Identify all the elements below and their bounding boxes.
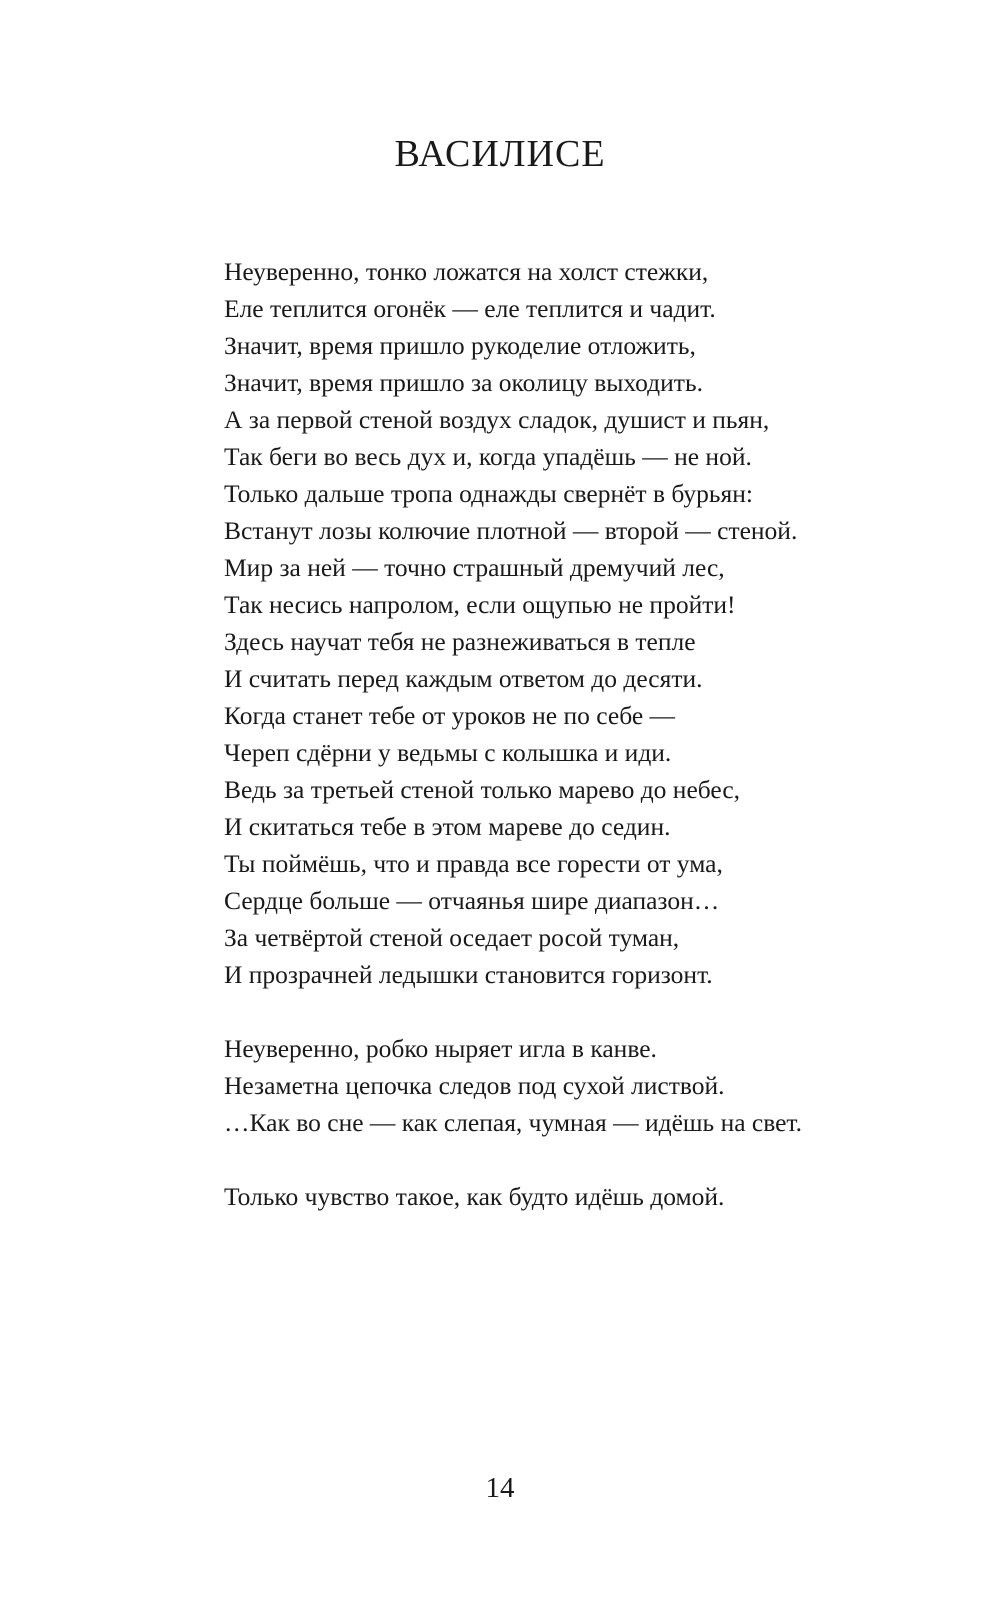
poem-line: Значит, время пришло рукоделие отложить, [224,331,696,360]
poem-line: Так беги во весь дух и, когда упадёшь — не ной. [224,442,752,471]
stanza-1 [224,253,964,993]
poem-line: Неуверенно, тонко ложатся на холст стежки, [224,257,709,286]
poem-line: Ты поймёшь, что и правда все горести от ума, [224,849,723,878]
poem-line: Только дальше тропа однажды свернёт в бурьян: [224,479,753,508]
poem-line: И считать перед каждым ответом до десяти. [224,664,703,693]
poem-line: Ведь за третьей стеной только марево до небес, [224,775,741,804]
poem-line: Мир за ней — точно страшный дремучий лес, [224,553,725,582]
page-number: 14 [485,1472,515,1504]
poem-line: И прозрачней ледышки становится горизонт. [224,960,713,989]
poem-line: Неуверенно, робко ныряет игла в канве. [224,1034,657,1063]
poem-line: …Как во сне — как слепая, чумная — идёшь на свет. [224,1108,803,1137]
poem-line: Еле теплится огонёк — еле теплится и чадит. [224,294,716,323]
poem-line: И скитаться тебе в этом мареве до седин. [224,812,671,841]
stanza-2 [224,1030,964,1141]
poem-line: Здесь научат тебя не разнеживаться в тепле [224,627,696,656]
poem-line: Череп сдёрни у ведьмы с колышка и иди. [224,738,672,767]
poem-line: Когда станет тебе от уроков не по себе — [224,701,676,730]
poem-line: А за первой стеной воздух сладок, душист и пьян, [224,405,770,434]
poem-title: ВАСИЛИСЕ [394,133,606,175]
poem-line: Значит, время пришло за околицу выходить. [224,368,703,397]
poem-line: Так несись напролом, если ощупью не пройти! [224,590,736,619]
poem-body [224,253,964,1252]
poem-line: Встанут лозы колючие плотной — второй — стеной. [224,516,798,545]
poem-line: Только чувство такое, как будто идёшь домой. [224,1182,725,1211]
poem-line: За четвёртой стеной оседает росой туман, [224,923,680,952]
poem-line: Сердце больше — отчаянья шире диапазон… [224,886,720,915]
stanza-3 [224,1178,964,1215]
poem-line: Незаметна цепочка следов под сухой листвой. [224,1071,725,1100]
